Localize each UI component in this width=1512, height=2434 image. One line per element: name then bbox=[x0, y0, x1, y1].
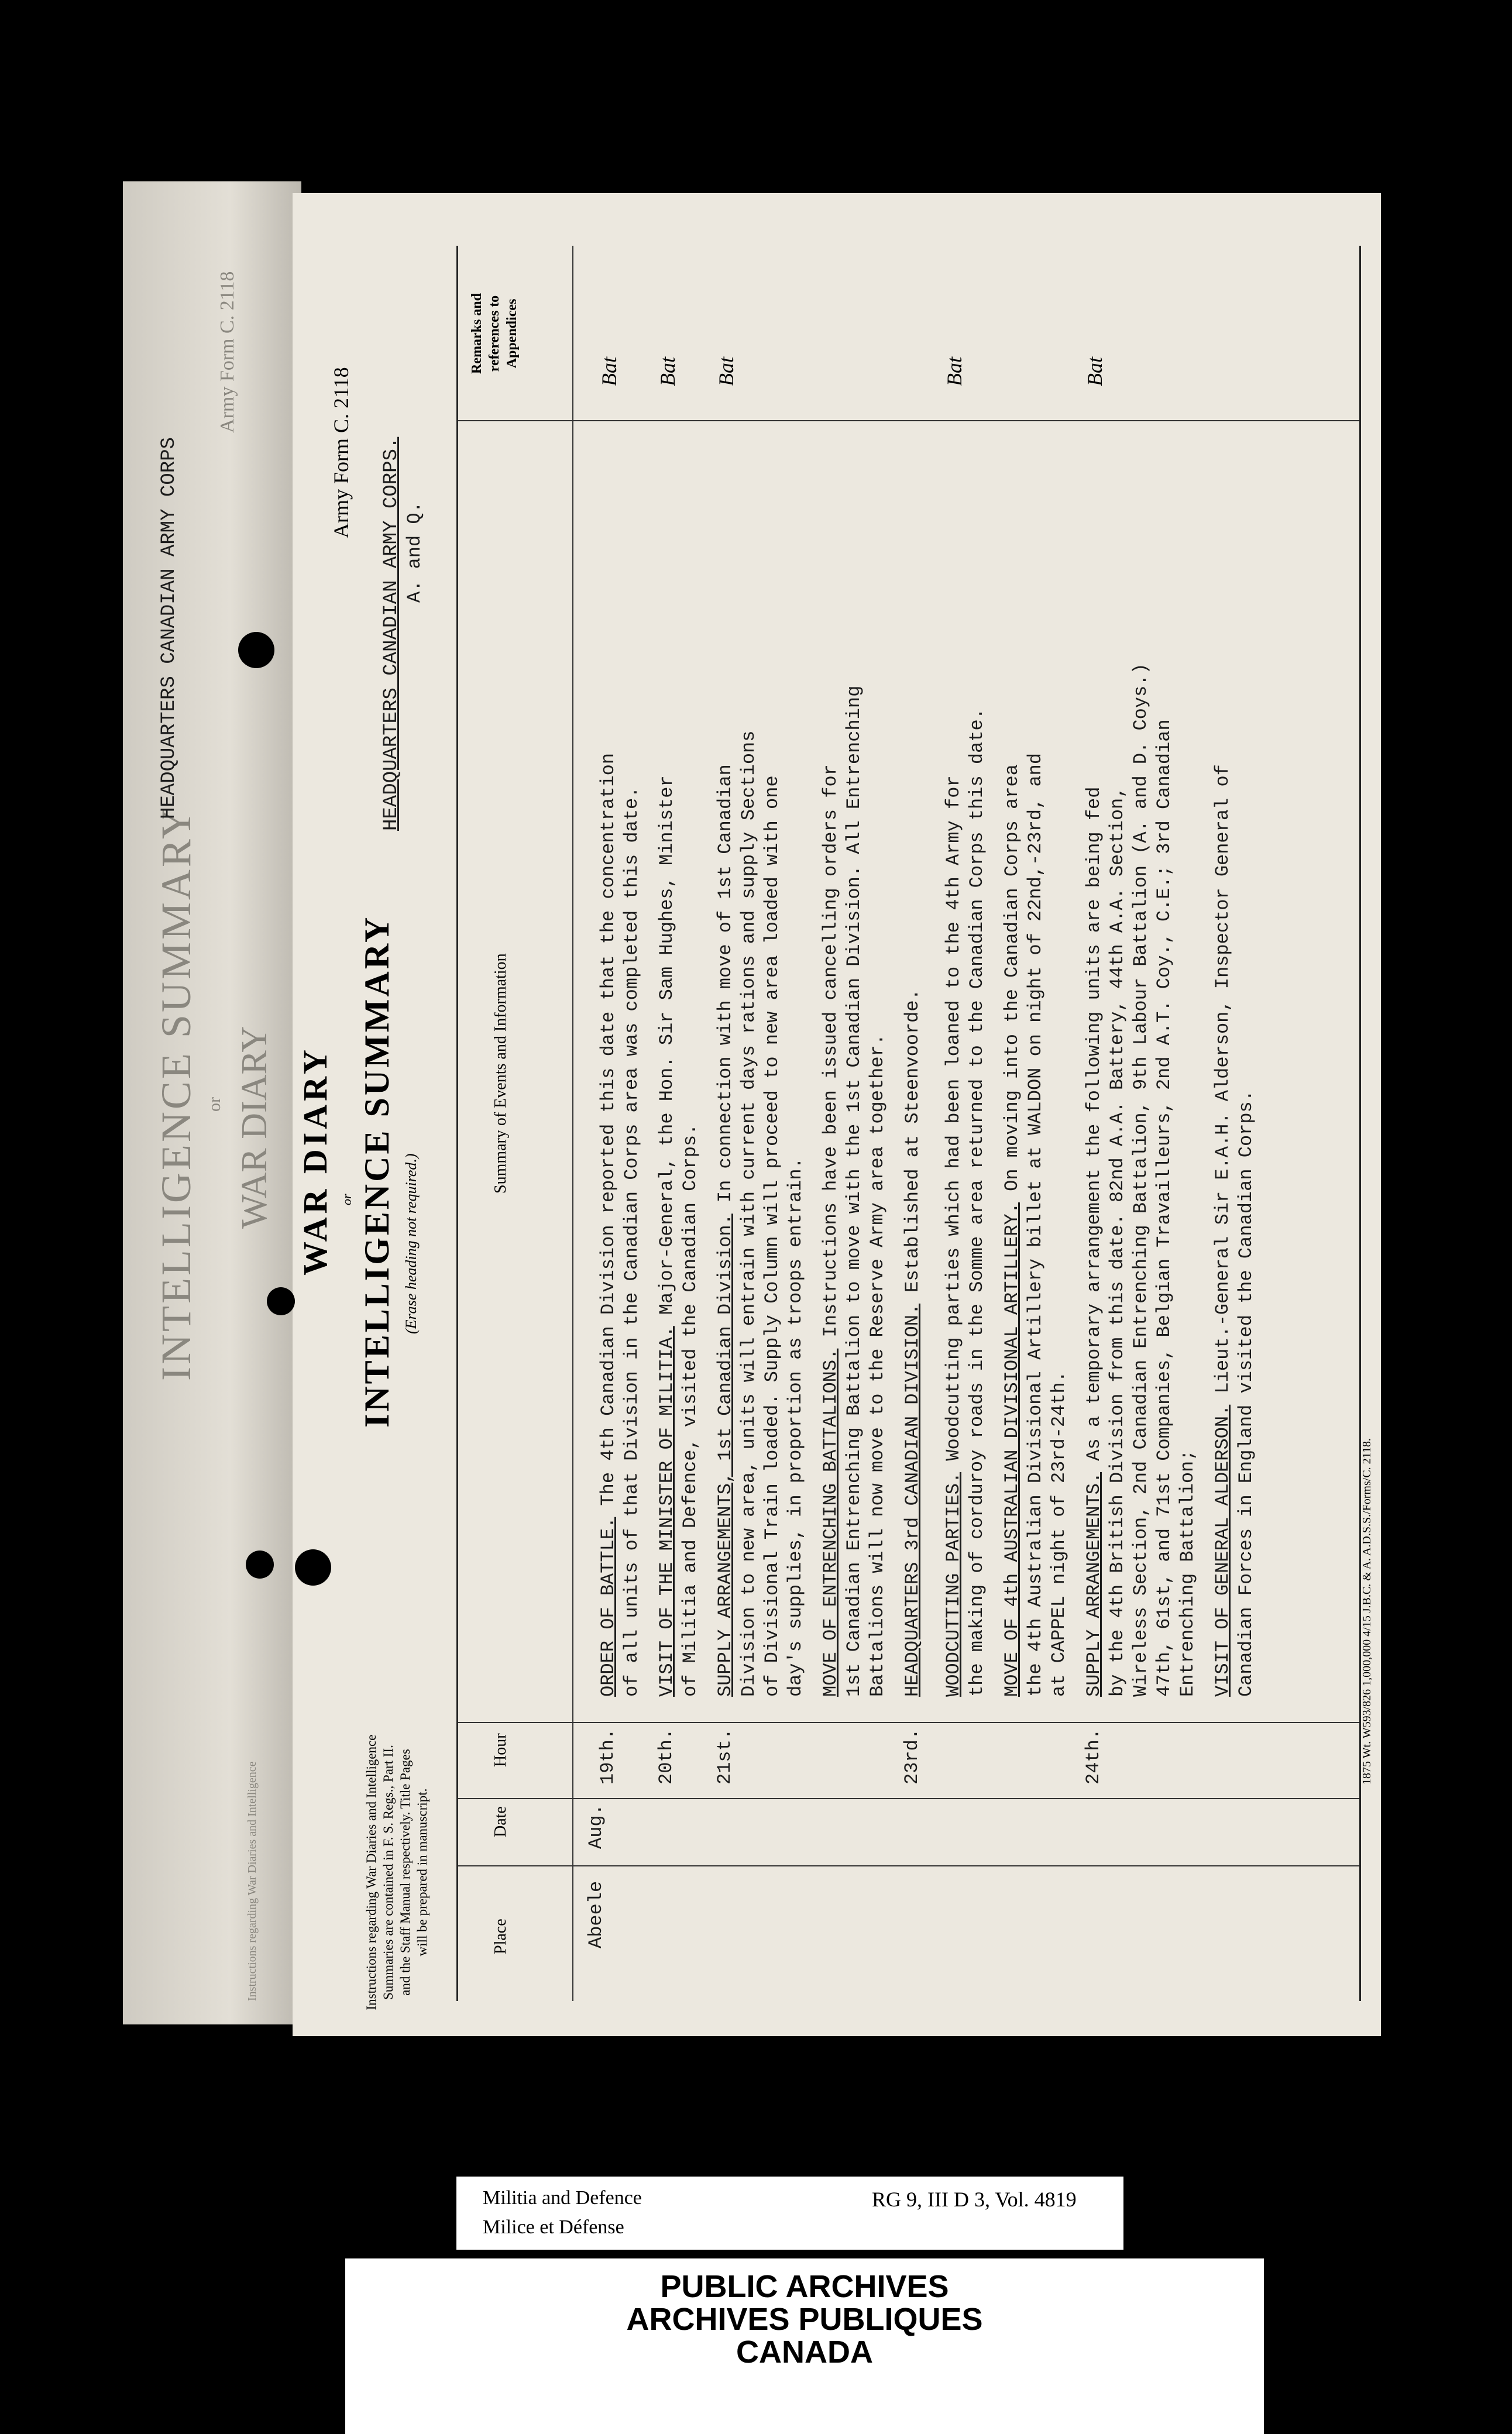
title-intelligence-summary: INTELLIGENCE SUMMARY bbox=[358, 915, 396, 1428]
column-header-hour: Hour bbox=[492, 1733, 510, 1767]
entry-text: of Divisional Train loaded. Supply Column will proceed to new area loaded with one bbox=[761, 775, 783, 1697]
entry-text: Woodcutting parties which had been loaned to the 4th Army for bbox=[943, 775, 964, 1461]
entry-text: of all units of that Division in the Canadian Corps area was completed this date. bbox=[621, 786, 642, 1697]
entry-text: the 4th Australian Divisional Artillery billet at WALDON on night of 22nd,-23rd, and bbox=[1025, 752, 1046, 1697]
entry-text: at CAPPEL night of 23rd-24th. bbox=[1048, 1371, 1070, 1697]
army-form-number: Army Form C. 2118 bbox=[329, 367, 353, 538]
entry-text: by the 4th British Division from this date. 82nd A.A. Battery, 44th A.A. Section, bbox=[1106, 786, 1128, 1697]
remarks-initial: Bat bbox=[714, 357, 738, 386]
flap-subtitle: WAR DIARY bbox=[235, 1026, 274, 1229]
flap-unit: HEADQUARTERS CANADIAN ARMY CORPS bbox=[158, 437, 180, 819]
punch-hole bbox=[246, 1551, 274, 1579]
flap-or: or bbox=[205, 1097, 224, 1112]
remarks-initial: Bat bbox=[656, 357, 679, 386]
archive-reference-label bbox=[456, 2177, 1123, 2250]
entry-heading: MOVE OF ENTRENCHING BATTALIONS. bbox=[820, 1348, 841, 1697]
entry-text: Established at Steenvoorde. bbox=[902, 989, 923, 1292]
entry-heading: VISIT OF THE MINISTER OF MILITIA. bbox=[656, 1326, 678, 1697]
flap-corner-text: Instructions regarding War Diaries and Intelligence bbox=[246, 1761, 259, 2001]
record-group-reference: RG 9, III D 3, Vol. 4819 bbox=[872, 2188, 1077, 2211]
entry-date: 20th. bbox=[655, 1728, 677, 1785]
entry-text: Wireless Section, 2nd Canadian Entrenching Battalion, 9th Labour Battalion (A. and D. Coys.) bbox=[1130, 663, 1152, 1697]
diary-entry bbox=[942, 205, 1001, 1785]
archive-line-3: CANADA bbox=[736, 2335, 873, 2370]
title-war-diary: WAR DIARY bbox=[296, 1046, 334, 1276]
unit-heading: HEADQUARTERS CANADIAN ARMY CORPS. bbox=[380, 436, 403, 831]
entry-text: Major-General, the Hon. Sir Sam Hughes, Minister bbox=[656, 775, 678, 1315]
place-cell: Abeele bbox=[585, 1880, 607, 1948]
month-cell: Aug. bbox=[585, 1804, 607, 1849]
diary-entry bbox=[714, 205, 819, 1785]
diary-entries bbox=[597, 205, 1270, 1785]
entry-text: of Militia and Defence, visited the Canadian Corps. bbox=[679, 1123, 701, 1697]
entry-heading: WOODCUTTING PARTIES. bbox=[943, 1472, 964, 1697]
entry-date: 24th. bbox=[1083, 1728, 1104, 1785]
entry-date: 19th. bbox=[597, 1728, 618, 1785]
entry-heading: SUPPLY ARRANGEMENTS, 1st Canadian Division. bbox=[714, 1213, 736, 1697]
erase-note: (Erase heading not required.) bbox=[403, 1153, 420, 1334]
entry-text: As a temporary arrangement the following units are being fed bbox=[1083, 786, 1105, 1461]
entry-text: Entrenching Battalion; bbox=[1177, 1449, 1198, 1697]
reverse-page-flap bbox=[123, 181, 301, 2024]
department-french: Milice et Défense bbox=[483, 2216, 624, 2238]
remarks-initial: Bat bbox=[1083, 357, 1106, 386]
diary-entry bbox=[1083, 205, 1211, 1785]
department-english: Militia and Defence bbox=[483, 2187, 642, 2209]
title-or: or bbox=[339, 1194, 354, 1205]
entry-heading: ORDER OF BATTLE. bbox=[597, 1517, 619, 1697]
diary-entry bbox=[1211, 205, 1270, 1785]
entry-date: 23rd. bbox=[901, 1728, 923, 1785]
entry-text: 47th, 61st, and 71st Companies, Belgian Travailleurs, 2nd A.T. Coy., C.E.; 3rd Canadian bbox=[1153, 719, 1175, 1697]
column-header-remarks: Remarks and references to Appendices bbox=[469, 293, 520, 374]
diary-entry bbox=[655, 205, 714, 1785]
column-header-summary: Summary of Events and Information bbox=[492, 953, 510, 1194]
archive-line-2: ARCHIVES PUBLIQUES bbox=[626, 2302, 983, 2337]
column-header-place: Place bbox=[492, 1919, 510, 1954]
entry-heading: VISIT OF GENERAL ALDERSON. bbox=[1212, 1404, 1233, 1697]
entry-text: the making of corduroy roads in the Somme area returned to the Canadian Corps this date. bbox=[966, 708, 988, 1697]
entry-text: The 4th Canadian Division reported this date that the concentration bbox=[597, 752, 619, 1506]
war-diary-page bbox=[293, 193, 1381, 2036]
form-print-footer: 1875 Wt. W593/826 1,000,000 4/15 J.B.C. & A. A.D.S.S./Forms/C. 2118. bbox=[1360, 1438, 1373, 1785]
punch-hole bbox=[267, 1287, 295, 1315]
entry-text: 1st Canadian Entrenching Battalion to move with the 1st Canadian Division. All Entrenching bbox=[843, 685, 865, 1697]
entry-text: In connection with move of 1st Canadian bbox=[714, 764, 736, 1203]
entry-heading: MOVE OF 4th AUSTRALIAN DIVISIONAL ARTILLERY. bbox=[1001, 1202, 1023, 1697]
flap-title: INTELLIGENCE SUMMARY bbox=[153, 806, 200, 1381]
flap-form: Army Form C. 2118 bbox=[217, 271, 238, 433]
entry-text: Lieut.-General Sir E.A.H. Alderson, Inspector General of bbox=[1212, 764, 1233, 1394]
entry-text: Instructions have been issued cancelling orders for bbox=[820, 764, 841, 1338]
archive-line-1: PUBLIC ARCHIVES bbox=[660, 2269, 949, 2304]
instructions-note: Instructions regarding War Diaries and Intelligence Summaries are contained in F. S. Regs., Part II. and the Staff Manual respectively. Title Pages will be prepared in manuscript. bbox=[364, 1734, 429, 2010]
entry-heading: SUPPLY ARRANGEMENTS. bbox=[1083, 1472, 1105, 1697]
entry-text: Battalions will now move to the Reserve Army area together. bbox=[867, 1034, 888, 1697]
diary-entry bbox=[819, 205, 901, 1785]
punch-hole bbox=[238, 632, 274, 668]
entry-text: Canadian Forces in England visited the Canadian Corps. bbox=[1235, 1090, 1257, 1697]
entry-text: Division to new area, units will entrain with current days rations and supply Sections bbox=[738, 730, 760, 1697]
remarks-initial: Bat bbox=[597, 357, 621, 386]
diary-entry bbox=[901, 205, 942, 1785]
entry-text: On moving into the Canadian Corps area bbox=[1001, 764, 1023, 1191]
remarks-initial: Bat bbox=[943, 357, 966, 386]
column-header-date: Date bbox=[492, 1806, 510, 1837]
diary-entry bbox=[1001, 205, 1083, 1785]
entry-date: 21st. bbox=[714, 1728, 736, 1785]
entry-text: day's supplies, in proportion as troops entrain. bbox=[785, 1157, 806, 1697]
diary-entry bbox=[597, 205, 655, 1785]
entry-heading: HEADQUARTERS 3rd CANADIAN DIVISION. bbox=[902, 1303, 923, 1697]
archive-stamp bbox=[345, 2258, 1264, 2434]
unit-subheading: A. and Q. bbox=[404, 501, 425, 603]
